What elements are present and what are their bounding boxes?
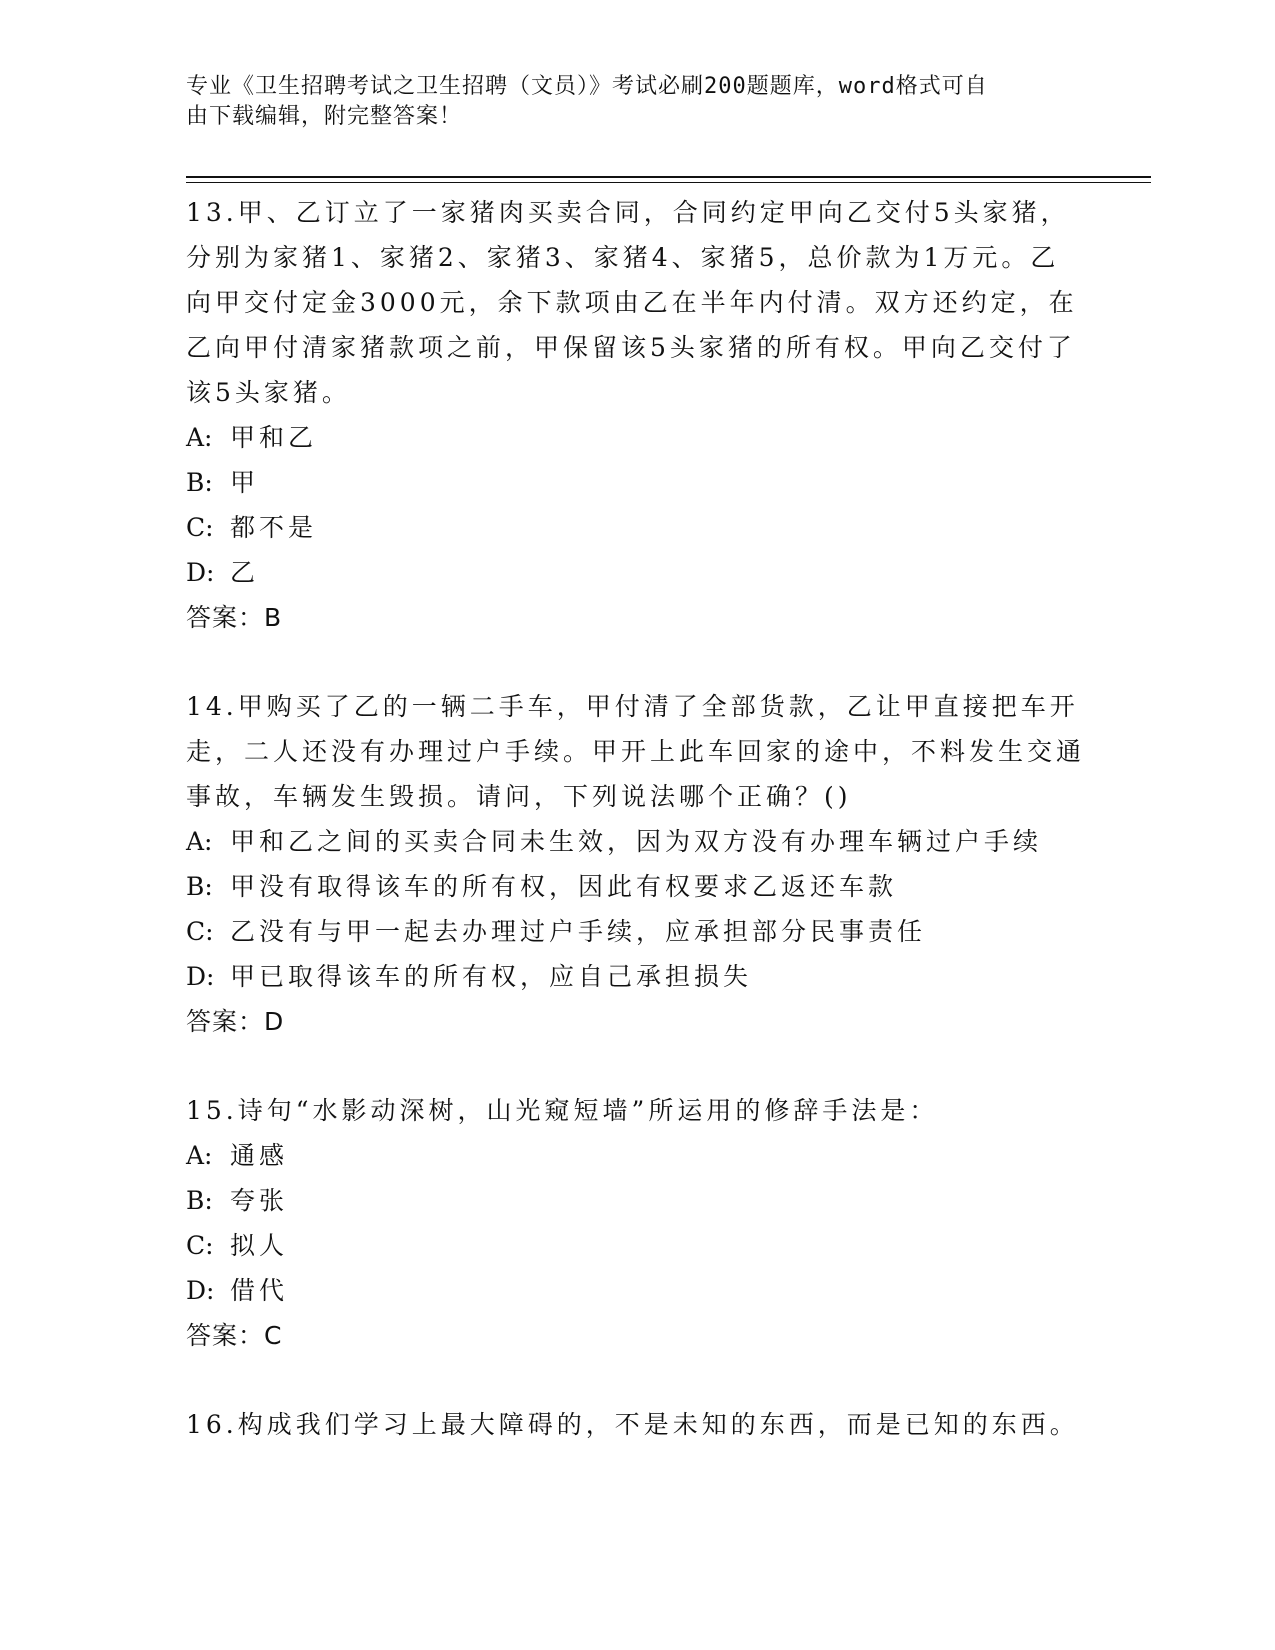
option-letter: B: bbox=[186, 1186, 213, 1215]
option-text: 拟人 bbox=[230, 1231, 289, 1260]
header-divider-thick bbox=[186, 176, 1151, 178]
option-text: 乙没有与甲一起去办理过户手续，应承担部分民事责任 bbox=[230, 917, 927, 946]
option-b bbox=[186, 460, 1086, 505]
option-text: 甲和乙 bbox=[230, 423, 318, 452]
option-text: 甲已取得该车的所有权，应自己承担损失 bbox=[230, 962, 753, 991]
option-letter: D: bbox=[186, 962, 215, 991]
option-text: 甲和乙之间的买卖合同未生效，因为双方没有办理车辆过户手续 bbox=[230, 827, 1043, 856]
header-line-1: 专业《卫生招聘考试之卫生招聘（文员）》考试必刷200题题库，word格式可自 bbox=[186, 74, 988, 99]
option-d bbox=[186, 550, 1086, 595]
question-text: 14.甲购买了乙的一辆二手车，甲付清了全部货款，乙让甲直接把车开走，二人还没有办理过户手续。甲开上此车回家的途中，不料发生交通事故，车辆发生毁损。请问，下列说法哪个正确？() bbox=[186, 692, 1086, 811]
option-letter: A: bbox=[186, 1141, 213, 1170]
option-text: 通感 bbox=[230, 1141, 289, 1170]
option-letter: C: bbox=[186, 513, 214, 542]
question-14 bbox=[186, 684, 1086, 1044]
option-letter: C: bbox=[186, 1231, 214, 1260]
question-13 bbox=[186, 190, 1086, 640]
option-text: 都不是 bbox=[230, 513, 318, 542]
option-c bbox=[186, 505, 1086, 550]
option-d bbox=[186, 1268, 1086, 1313]
answer-label: 答案：D bbox=[186, 1007, 285, 1036]
option-text: 甲没有取得该车的所有权，因此有权要求乙返还车款 bbox=[230, 872, 898, 901]
option-b bbox=[186, 1178, 1086, 1223]
option-letter: D: bbox=[186, 1276, 215, 1305]
option-text: 借代 bbox=[230, 1276, 289, 1305]
option-a bbox=[186, 1133, 1086, 1178]
option-c bbox=[186, 1223, 1086, 1268]
answer-label: 答案：B bbox=[186, 603, 283, 632]
option-b bbox=[186, 864, 1086, 909]
answer-label: 答案：C bbox=[186, 1321, 283, 1350]
option-letter: A: bbox=[186, 423, 213, 452]
option-letter: B: bbox=[186, 872, 213, 901]
question-text: 16.构成我们学习上最大障碍的，不是未知的东西，而是已知的东西。 bbox=[186, 1410, 1079, 1439]
option-text: 甲 bbox=[230, 468, 260, 497]
question-text: 15.诗句“水影动深树，山光窥短墙”所运用的修辞手法是： bbox=[186, 1096, 939, 1125]
option-d bbox=[186, 954, 1086, 999]
header-divider-thin bbox=[186, 182, 1151, 183]
option-c bbox=[186, 909, 1086, 954]
page-header bbox=[186, 72, 1066, 132]
question-list bbox=[186, 190, 1086, 1491]
question-15 bbox=[186, 1088, 1086, 1358]
question-16 bbox=[186, 1402, 1086, 1447]
option-letter: D: bbox=[186, 558, 215, 587]
option-text: 乙 bbox=[230, 558, 260, 587]
question-text: 13.甲、乙订立了一家猪肉买卖合同，合同约定甲向乙交付5头家猪，分别为家猪1、家猪2、家猪3、家猪4、家猪5，总价款为1万元。乙向甲交付定金3000元，余下款项由乙在半年内付清。双方还约定，在乙向甲付清家猪款项之前，甲保留该5头家猪的所有权。甲向乙交付了该5头家猪。 bbox=[186, 198, 1078, 407]
option-a bbox=[186, 819, 1086, 864]
option-letter: B: bbox=[186, 468, 213, 497]
header-line-2: 由下载编辑，附完整答案！ bbox=[186, 104, 463, 129]
option-a bbox=[186, 415, 1086, 460]
option-letter: A: bbox=[186, 827, 213, 856]
option-letter: C: bbox=[186, 917, 214, 946]
option-text: 夸张 bbox=[230, 1186, 289, 1215]
